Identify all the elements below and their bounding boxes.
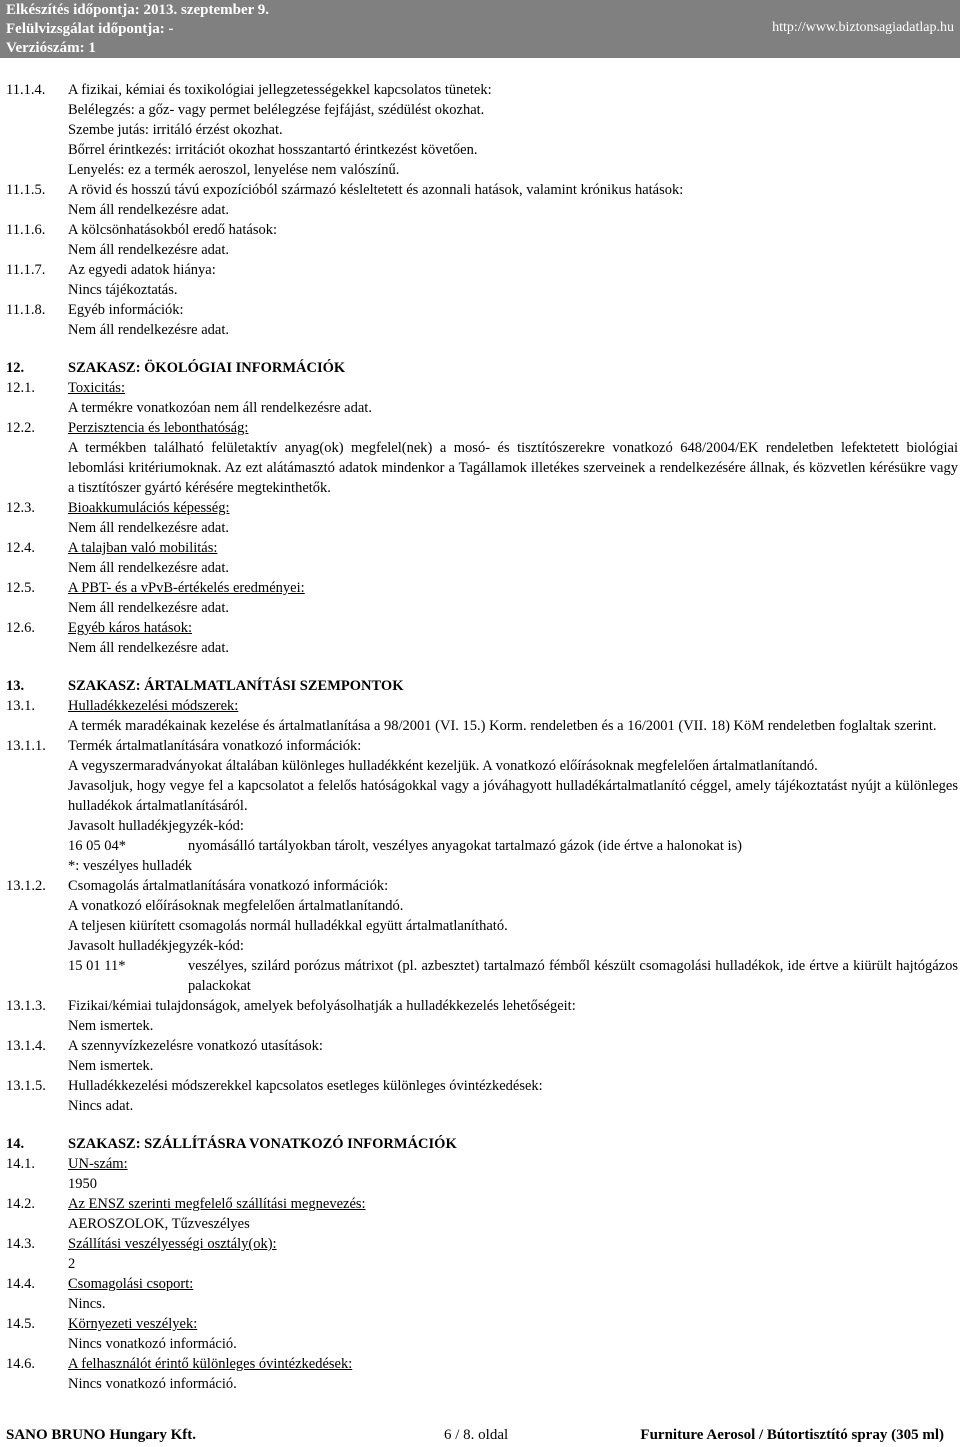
item-number: 12.6. [6, 620, 35, 636]
item-value: Nem áll rendelkezésre adat. [68, 600, 230, 616]
item-text: Szembe jutás: irritáló érzést okozhat. [68, 122, 283, 138]
item-value: 1950 [68, 1176, 97, 1192]
item-value: Javasolt hulladékjegyzék-kód: [68, 818, 244, 834]
item-number: 13.1.2. [6, 878, 46, 894]
item-number: 14.6. [6, 1356, 35, 1372]
item-heading: Perzisztencia és lebonthatóság: [68, 420, 249, 436]
created-date: Elkészítés időpontja: 2013. szeptember 9. [6, 2, 270, 18]
item-number: 12.1. [6, 380, 35, 396]
item-12-3 [6, 498, 958, 538]
item-heading: Környezeti veszélyek: [68, 1316, 198, 1332]
item-14-1 [6, 1154, 958, 1194]
item-number: 13.1.1. [6, 738, 46, 754]
section-number: 12. [6, 360, 25, 376]
item-value: Javasoljuk, hogy vegye fel a kapcsolatot a felelős hatóságokkal vagy a jóváhagyott hulladékártalmatlanító céggel, amely tájékoztatást nyújt a különleges hulladékok ártalmatlanításáról. [68, 778, 958, 814]
header-info [6, 1, 269, 58]
item-value: Nem áll rendelkezésre adat. [68, 202, 230, 218]
item-value: AEROSZOLOK, Tűzveszélyes [68, 1216, 250, 1232]
item-11-1-7 [6, 260, 958, 300]
header-url[interactable]: http://www.biztonsagiadatlap.hu [772, 20, 954, 35]
item-12-1 [6, 378, 958, 418]
item-12-6 [6, 618, 958, 658]
item-heading: Egyéb információk: [68, 302, 184, 318]
page-number: 6 / 8. oldal [444, 1427, 509, 1443]
item-13-1-3 [6, 996, 958, 1036]
item-value: Nincs vonatkozó információ. [68, 1336, 237, 1352]
section-title: SZAKASZ: ÁRTALMATLANÍTÁSI SZEMPONTOK [68, 678, 404, 694]
item-13-1 [6, 696, 958, 736]
item-value: Nincs adat. [68, 1098, 134, 1114]
item-value: Nem áll rendelkezésre adat. [68, 640, 230, 656]
item-heading: Fizikai/kémiai tulajdonságok, amelyek befolyásolhatják a hulladékkezelés lehetőségeit: [68, 998, 576, 1014]
waste-code: 15 01 11* [68, 958, 126, 974]
waste-code: 16 05 04* [68, 838, 126, 854]
item-heading: Csomagolási csoport: [68, 1276, 194, 1292]
item-heading: Az ENSZ szerinti megfelelő szállítási megnevezés: [68, 1196, 366, 1212]
item-value: Nem ismertek. [68, 1058, 154, 1074]
item-11-1-8 [6, 300, 958, 340]
waste-code-row [68, 836, 958, 856]
item-number: 12.5. [6, 580, 35, 596]
item-number: 12.2. [6, 420, 35, 436]
section-13-heading [6, 676, 958, 696]
waste-code-description: veszélyes, szilárd porózus mátrixot (pl. azbesztet) tartalmazó fémből készült csomagolási hulladékok, ide értve a kiürült hajtógázos palackokat [188, 958, 958, 994]
item-11-1-6 [6, 220, 958, 260]
item-value: A vegyszermaradványokat általában különleges hulladékként kezeljük. A vonatkozó előírásoknak megfelelően ártalmatlanítandó. [68, 758, 818, 774]
item-heading: A PBT- és a vPvB-értékelés eredményei: [68, 580, 305, 596]
item-text: Bőrrel érintkezés: irritációt okozhat hosszantartó érintkezést követően. [68, 142, 478, 158]
item-heading: Szállítási veszélyességi osztály(ok): [68, 1236, 277, 1252]
version-number: Verziószám: 1 [6, 40, 96, 56]
waste-code-row [68, 956, 958, 996]
item-number: 12.4. [6, 540, 35, 556]
item-value: Nem áll rendelkezésre adat. [68, 520, 230, 536]
item-12-2 [6, 418, 958, 498]
item-heading: A rövid és hosszú távú expozícióból származó késleltetett és azonnali hatások, valamint krónikus hatások: [68, 182, 684, 198]
item-number: 11.1.4. [6, 82, 46, 98]
item-number: 14.4. [6, 1276, 35, 1292]
item-14-6 [6, 1354, 958, 1394]
item-value: A termék maradékainak kezelése és ártalmatlanítása a 98/2001 (VI. 15.) Korm. rendeletben és a 16/2001 (VII. 18) KöM rendeletben foglaltak szerint. [68, 718, 937, 734]
item-heading: Egyéb káros hatások: [68, 620, 193, 636]
item-value: Nem áll rendelkezésre adat. [68, 560, 230, 576]
item-13-1-5 [6, 1076, 958, 1116]
item-number: 13.1. [6, 698, 35, 714]
item-heading: Hulladékkezelési módszerekkel kapcsolatos esetleges különleges óvintézkedések: [68, 1078, 543, 1094]
item-number: 13.1.4. [6, 1038, 46, 1054]
item-11-1-4 [6, 80, 958, 180]
item-value: Nem áll rendelkezésre adat. [68, 322, 230, 338]
item-heading: Toxicitás: [68, 380, 125, 396]
item-value: Javasolt hulladékjegyzék-kód: [68, 938, 244, 954]
document-body [6, 80, 958, 1394]
section-title: SZAKASZ: SZÁLLÍTÁSRA VONATKOZÓ INFORMÁCIÓK [68, 1136, 457, 1152]
item-14-3 [6, 1234, 958, 1274]
item-13-1-1 [6, 736, 958, 876]
item-text: A fizikai, kémiai és toxikológiai jellegzetességekkel kapcsolatos tünetek: [68, 82, 492, 98]
item-heading: A felhasználót érintő különleges óvintézkedések: [68, 1356, 353, 1372]
revision-date: Felülvizsgálat időpontja: - [6, 21, 174, 37]
item-heading: A kölcsönhatásokból eredő hatások: [68, 222, 277, 238]
item-14-5 [6, 1314, 958, 1354]
waste-code-description: nyomásálló tartályokban tárolt, veszélyes anyagokat tartalmazó gázok (ide értve a halonokat is) [188, 838, 743, 854]
item-value: 2 [68, 1256, 76, 1272]
item-value: Nincs vonatkozó információ. [68, 1376, 237, 1392]
item-heading: Hulladékkezelési módszerek: [68, 698, 239, 714]
item-number: 13.1.5. [6, 1078, 46, 1094]
item-value: Nem ismertek. [68, 1018, 154, 1034]
item-value: *: veszélyes hulladék [68, 858, 193, 874]
item-heading: Csomagolás ártalmatlanítására vonatkozó információk: [68, 878, 389, 894]
item-heading: UN-szám: [68, 1156, 128, 1172]
item-heading: A talajban való mobilitás: [68, 540, 218, 556]
item-heading: Termék ártalmatlanítására vonatkozó információk: [68, 738, 362, 754]
item-value: Nincs tájékoztatás. [68, 282, 178, 298]
item-number: 11.1.7. [6, 262, 46, 278]
item-number: 11.1.5. [6, 182, 46, 198]
item-value: A teljesen kiürített csomagolás normál hulladékkal együtt ártalmatlanítható. [68, 918, 508, 934]
item-value: A termékre vonatkozóan nem áll rendelkezésre adat. [68, 400, 372, 416]
item-value: Nincs. [68, 1296, 106, 1312]
item-heading: A szennyvízkezelésre vonatkozó utasítások: [68, 1038, 323, 1054]
item-value: A vonatkozó előírásoknak megfelelően ártalmatlanítandó. [68, 898, 404, 914]
page-header [0, 0, 960, 58]
item-value: A termékben található felületaktív anyag(ok) megfelel(nek) a mosó- és tisztítószerekre vonatkozó 648/2004/EK rendeletben lefektetett biológiai lebomlási kritériumoknak. Az ezt alátámasztó adatok mindenkor a Tagállamok illetékes szerveinek a rendelkezésére állnak, és közvetlen kérésükre vagy a tisztítószer gyártó kérésére megtekinthetők. [68, 440, 958, 496]
item-number: 11.1.6. [6, 222, 46, 238]
item-13-1-2 [6, 876, 958, 996]
item-number: 14.5. [6, 1316, 35, 1332]
product-name: Furniture Aerosol / Bútortisztító spray (305 ml) [640, 1427, 944, 1443]
section-12-heading [6, 358, 958, 378]
section-title: SZAKASZ: ÖKOLÓGIAI INFORMÁCIÓK [68, 360, 346, 376]
item-text: Lenyelés: ez a termék aeroszol, lenyelése nem valószínű. [68, 162, 400, 178]
item-11-1-5 [6, 180, 958, 220]
section-number: 13. [6, 678, 25, 694]
item-number: 13.1.3. [6, 998, 46, 1014]
item-number: 14.3. [6, 1236, 35, 1252]
item-number: 11.1.8. [6, 302, 46, 318]
item-number: 14.1. [6, 1156, 35, 1172]
section-14-heading [6, 1134, 958, 1154]
item-12-4 [6, 538, 958, 578]
item-13-1-4 [6, 1036, 958, 1076]
item-text: Belélegzés: a gőz- vagy permet belélegzése fejfájást, szédülést okozhat. [68, 102, 485, 118]
item-14-4 [6, 1274, 958, 1314]
item-heading: Bioakkumulációs képesség: [68, 500, 230, 516]
company-name: SANO BRUNO Hungary Kft. [6, 1427, 197, 1443]
item-number: 12.3. [6, 500, 35, 516]
item-12-5 [6, 578, 958, 618]
item-14-2 [6, 1194, 958, 1234]
item-number: 14.2. [6, 1196, 35, 1212]
section-number: 14. [6, 1136, 25, 1152]
item-heading: Az egyedi adatok hiánya: [68, 262, 216, 278]
item-value: Nem áll rendelkezésre adat. [68, 242, 230, 258]
